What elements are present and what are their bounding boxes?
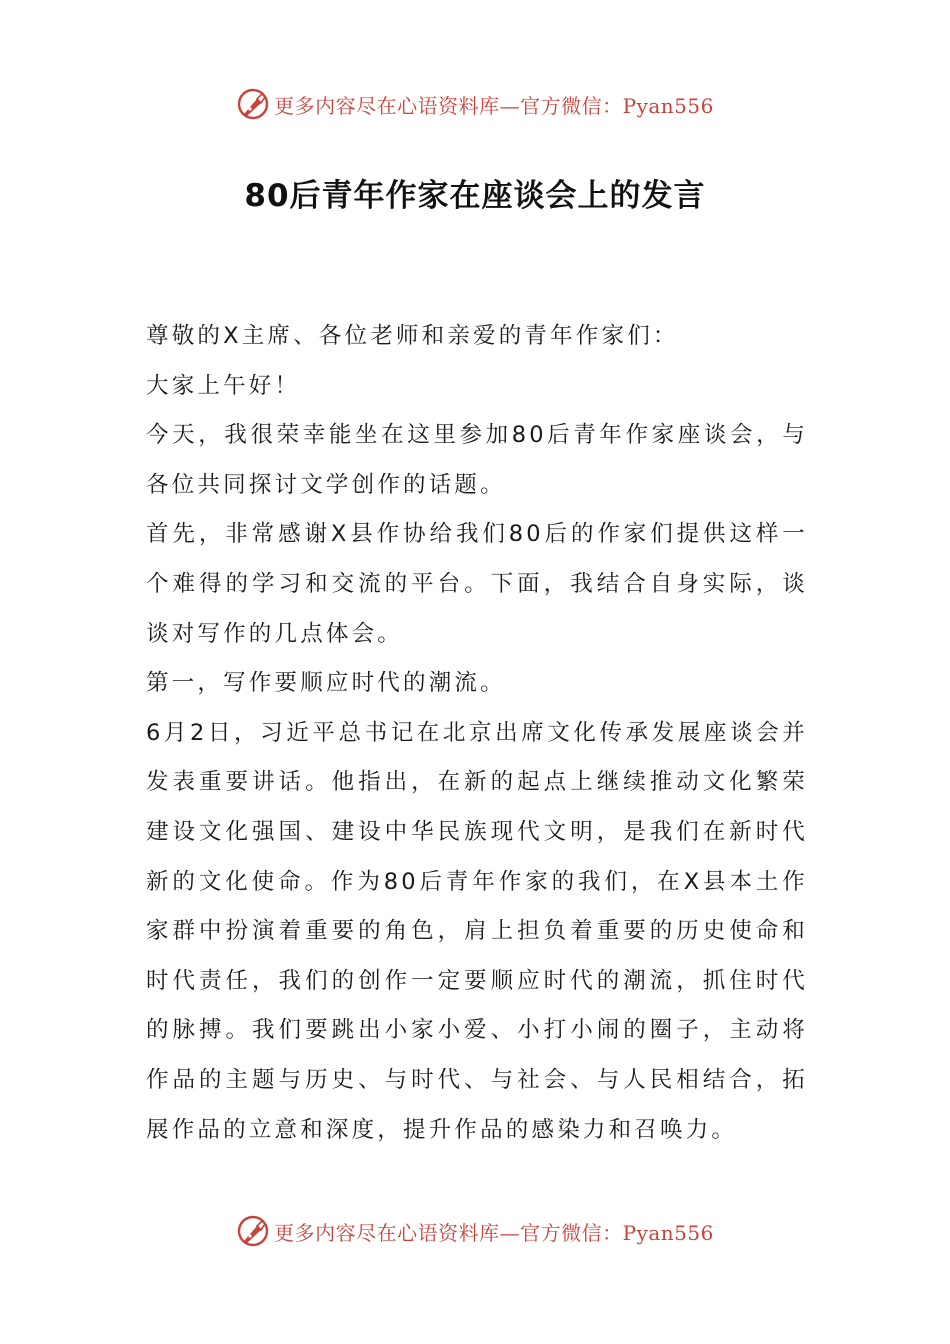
header-banner xyxy=(0,84,950,124)
footer-banner-text: 更多内容尽在心语资料库—官方微信：Pyan556 xyxy=(274,1220,714,1245)
pen-nib-logo-icon xyxy=(236,87,270,121)
document-body xyxy=(146,312,808,1155)
header-banner-text: 更多内容尽在心语资料库—官方微信：Pyan556 xyxy=(274,93,714,118)
footer-banner xyxy=(0,1211,950,1251)
paragraph-intro: 今天，我很荣幸能坐在这里参加80后青年作家座谈会，与各位共同探讨文学创作的话题。 xyxy=(146,422,808,498)
document-title: 80后青年作家在座谈会上的发言 xyxy=(244,178,706,214)
paragraph-salutation: 尊敬的X主席、各位老师和亲爱的青年作家们： xyxy=(146,323,679,349)
paragraph-thanks: 首先，非常感谢X县作协给我们80后的作家们提供这样一个难得的学习和交流的平台。下面，我结合自身实际，谈谈对写作的几点体会。 xyxy=(146,521,808,647)
paragraph-point-one-body: 6月2日，习近平总书记在北京出席文化传承发展座谈会并发表重要讲话。他指出，在新的起点上继续推动文化繁荣建设文化强国、建设中华民族现代文明，是我们在新时代新的文化使命。作为80后青年作家的我们，在X县本土作家群中扮演着重要的角色，肩上担负着重要的历史使命和时代责任，我们的创作一定要顺应时代的潮流，抓住时代的脉搏。我们要跳出小家小爱、小打小闹的圈子，主动将作品的主题与历史、与时代、与社会、与人民相结合，拓展作品的立意和深度，提升作品的感染力和召唤力。 xyxy=(146,719,808,1143)
paragraph-point-one-heading: 第一，写作要顺应时代的潮流。 xyxy=(146,670,506,697)
paragraph-greeting: 大家上午好！ xyxy=(146,372,301,399)
pen-nib-logo-icon xyxy=(236,1214,270,1248)
